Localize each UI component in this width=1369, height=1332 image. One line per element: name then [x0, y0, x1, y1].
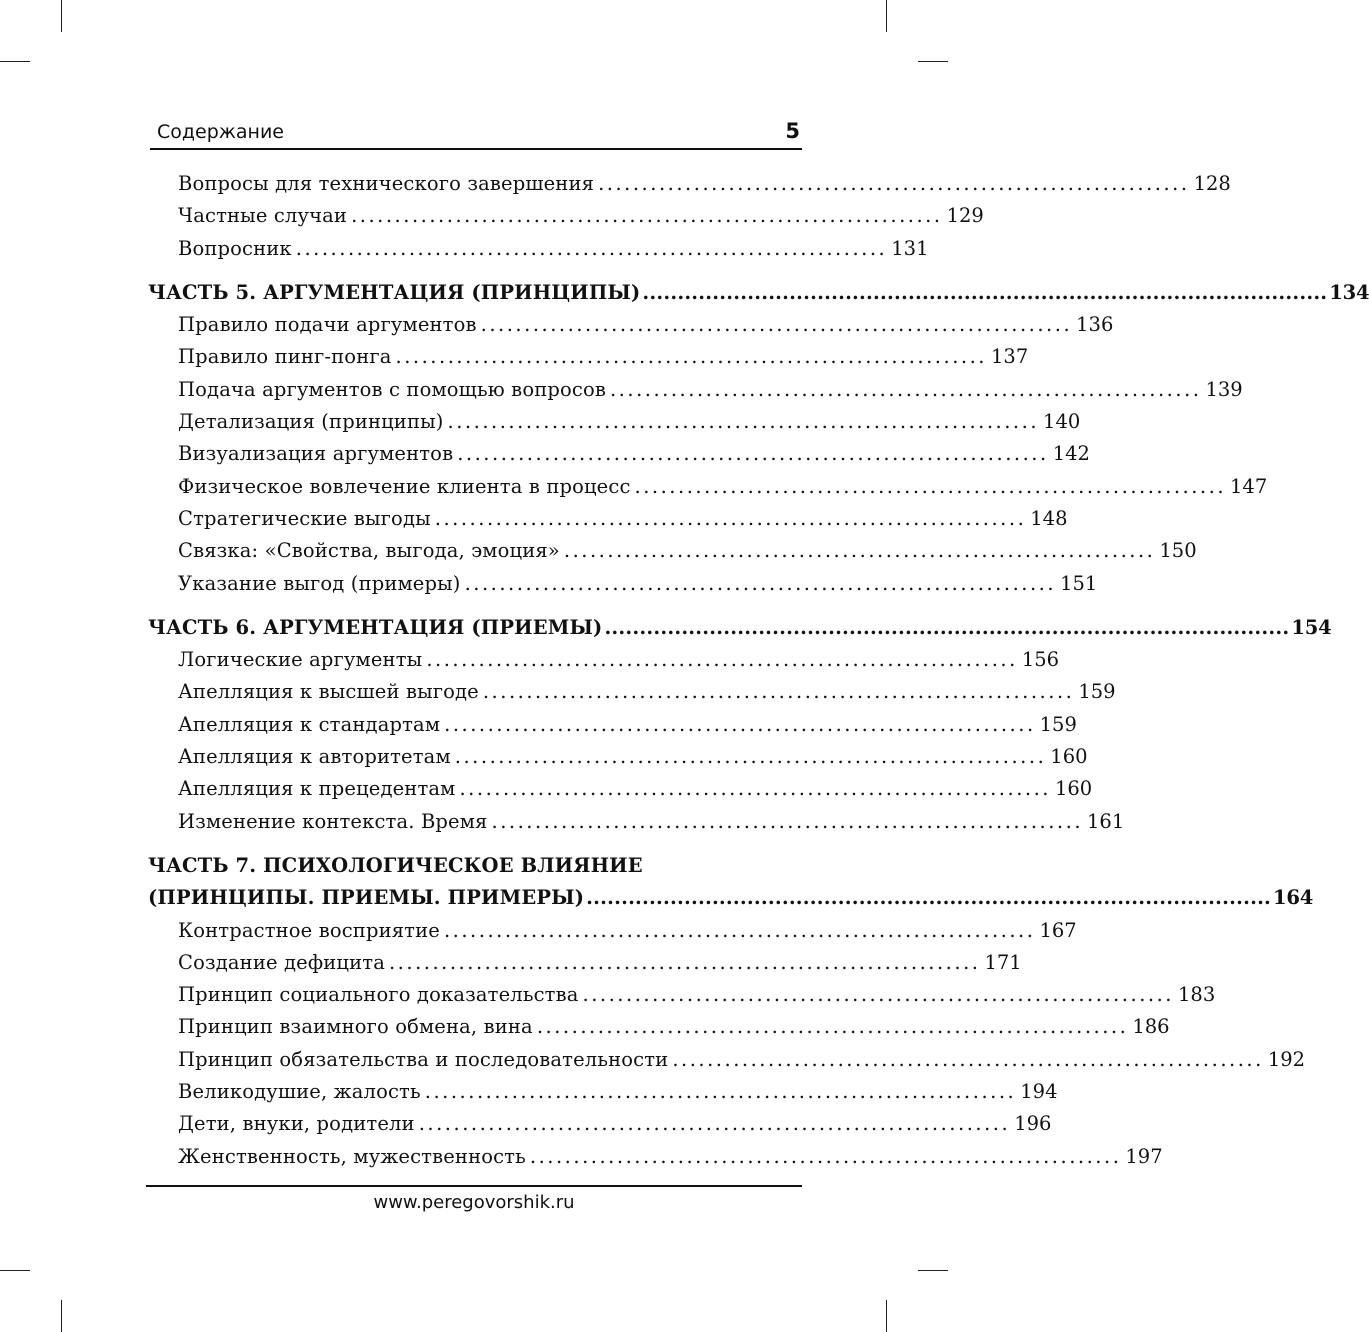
crop-mark: [0, 1270, 30, 1271]
toc-entry[interactable]: Создание дефицита .................................................................... 171: [178, 950, 1022, 974]
toc-entry[interactable]: Указание выгод (примеры) .................................................................... 151: [178, 571, 1098, 595]
toc-entry[interactable]: Дети, внуки, родители .................................................................... 196: [178, 1112, 1052, 1136]
header-page-number: 5: [785, 119, 800, 143]
toc-part-heading[interactable]: ЧАСТЬ 6. АРГУМЕНТАЦИЯ (ПРИЕМЫ) .................................................................................................. 154: [148, 615, 1332, 639]
toc-entry[interactable]: Визуализация аргументов .................................................................... 142: [178, 442, 1090, 466]
crop-mark: [61, 1300, 62, 1332]
toc-entry[interactable]: Женственность, мужественность .................................................................... 197: [178, 1144, 1163, 1168]
table-of-contents: [148, 168, 1369, 1173]
toc-entry[interactable]: Правило пинг-понга .................................................................... 137: [178, 345, 1029, 369]
toc-entry[interactable]: Апелляция к прецедентам .................................................................... 160: [178, 777, 1093, 801]
crop-mark: [886, 0, 887, 32]
toc-entry[interactable]: Изменение контекста. Время .................................................................... 161: [178, 809, 1125, 833]
crop-mark: [918, 61, 948, 62]
crop-mark: [886, 1300, 887, 1332]
toc-entry[interactable]: Физическое вовлечение клиента в процесс .................................................................... 147: [178, 474, 1268, 498]
toc-entry[interactable]: Апелляция к стандартам .................................................................... 159: [178, 712, 1077, 736]
toc-entry[interactable]: Принцип взаимного обмена, вина .................................................................... 186: [178, 1015, 1170, 1039]
toc-part-heading[interactable]: (ПРИНЦИПЫ. ПРИЕМЫ. ПРИМЕРЫ) .................................................................................................. 164: [148, 886, 1314, 910]
toc-entry[interactable]: Связка: «Свойства, выгода, эмоция» .................................................................... 150: [178, 539, 1197, 563]
toc-entry[interactable]: Правило подачи аргументов .................................................................... 136: [178, 313, 1114, 337]
running-header: [150, 118, 802, 150]
crop-mark: [0, 61, 30, 62]
toc-entry[interactable]: Вопросы для технического завершения .................................................................... 128: [178, 172, 1231, 195]
toc-entry[interactable]: Подача аргументов с помощью вопросов .................................................................... 139: [178, 377, 1243, 401]
toc-entry[interactable]: Частные случаи .................................................................... 129: [178, 204, 984, 228]
header-title: Содержание: [157, 121, 284, 143]
toc-entry[interactable]: Контрастное восприятие .................................................................... 167: [178, 918, 1077, 942]
toc-entry[interactable]: Апелляция к авторитетам .................................................................... 160: [178, 745, 1088, 769]
footer-divider: [146, 1185, 802, 1187]
toc-entry[interactable]: Логические аргументы .................................................................... 156: [178, 648, 1060, 672]
toc-entry[interactable]: Апелляция к высшей выгоде .................................................................... 159: [178, 680, 1116, 704]
toc-part-heading-line1[interactable]: ЧАСТЬ 7. ПСИХОЛОГИЧЕСКОЕ ВЛИЯНИЕ: [148, 853, 643, 877]
footer-url[interactable]: www.peregovorshik.ru: [373, 1192, 575, 1213]
toc-part-heading[interactable]: ЧАСТЬ 5. АРГУМЕНТАЦИЯ (ПРИНЦИПЫ) .................................................................................................. 134: [148, 280, 1369, 304]
toc-entry[interactable]: Детализация (принципы) .................................................................... 140: [178, 410, 1081, 434]
crop-mark: [918, 1270, 948, 1271]
toc-entry[interactable]: Великодушие, жалость .................................................................... 194: [178, 1080, 1058, 1104]
toc-entry[interactable]: Стратегические выгоды .................................................................... 148: [178, 506, 1068, 530]
crop-mark: [61, 0, 62, 32]
toc-entry[interactable]: Вопросник .................................................................... 131: [178, 236, 929, 260]
toc-entry[interactable]: Принцип обязательства и последовательности .................................................................... 192: [178, 1047, 1306, 1071]
toc-entry[interactable]: Принцип социального доказательства .................................................................... 183: [178, 983, 1216, 1007]
